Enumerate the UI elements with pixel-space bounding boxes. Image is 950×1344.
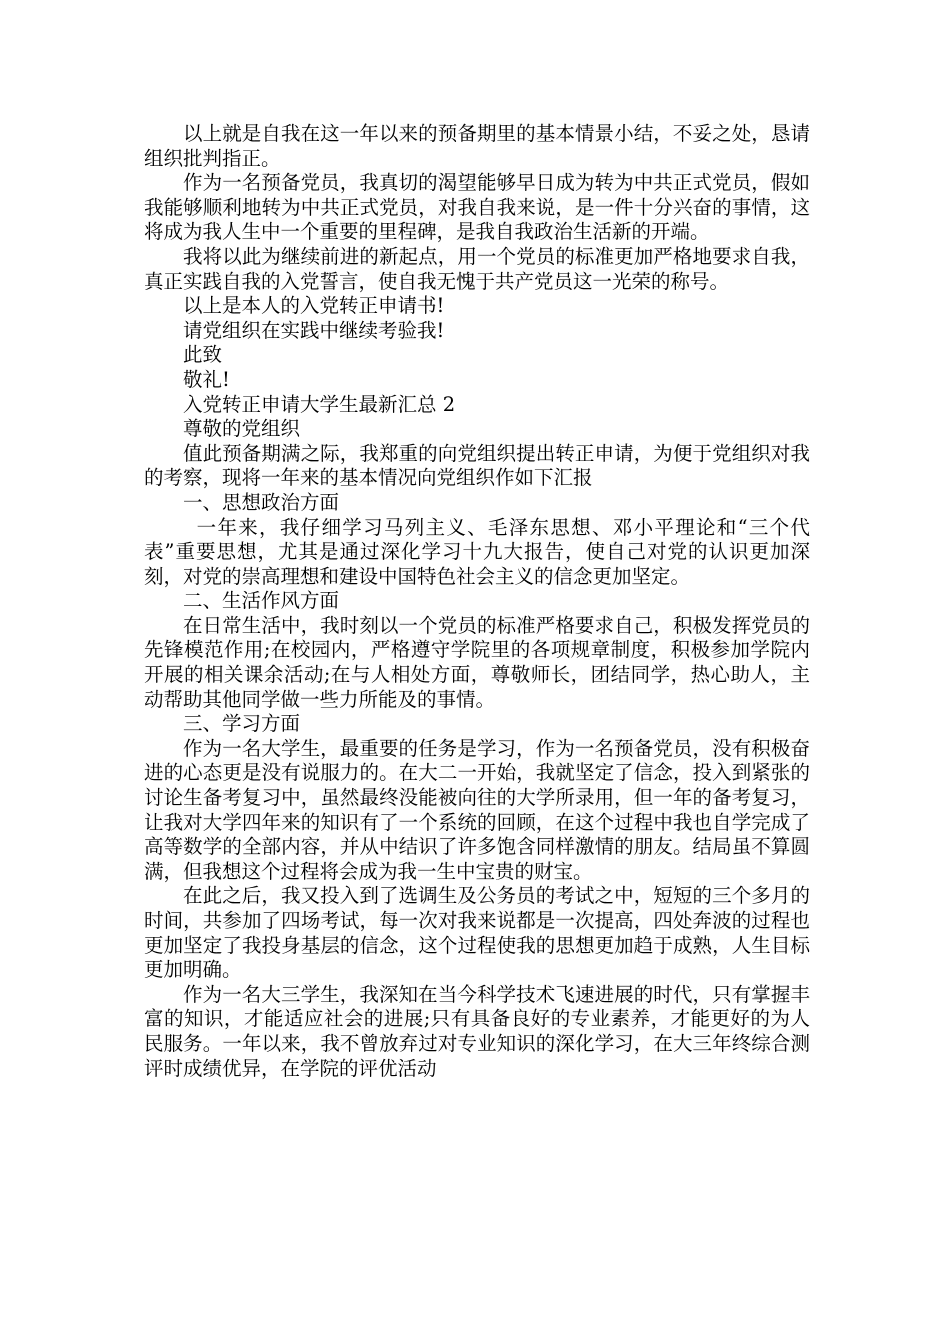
paragraph-request: 请党组织在实践中继续考验我! — [183, 318, 445, 342]
paragraph-regards: 敬礼! — [183, 367, 230, 391]
paragraph-new-start: 我将以此为继续前进的新起点，用一个党员的标准更加严格地要求自我，真正实践自我的入党誓言，使自我无愧于共产党员这一光荣的称号。 — [144, 244, 810, 293]
document-body — [144, 122, 810, 1081]
heading-study: 三、学习方面 — [183, 712, 301, 736]
section-title: 入党转正申请大学生最新汇总 2 — [183, 392, 456, 416]
heading-political-thought: 一、思想政治方面 — [183, 490, 340, 514]
paragraph-lifestyle: 在日常生活中，我时刻以一个党员的标准严格要求自己，积极发挥党员的先锋模范作用;在校园内，严格遵守学院里的各项规章制度，积极参加学院内开展的相关课余活动;在与人相处方面，尊敬师长，团结同学，热心助人，主动帮助其他同学做一些力所能及的事情。 — [144, 613, 810, 711]
paragraph-aspiration: 作为一名预备党员，我真切的渴望能够早日成为转为中共正式党员，假如我能够顺利地转为中共正式党员，对我自我来说，是一件十分兴奋的事情，这将成为我人生中一个重要的里程碑，是我自我政治生活新的开端。 — [144, 171, 810, 244]
paragraph-political-thought: 一年来，我仔细学习马列主义、毛泽东思想、邓小平理论和“三个代表”重要思想，尤其是通过深化学习十九大报告，使自己对党的认识更加深刻，对党的崇高理想和建设中国特色社会主义的信念更加坚定。 — [144, 515, 810, 588]
paragraph-study-3: 作为一名大三学生，我深知在当今科学技术飞速进展的时代，只有掌握丰富的知识，才能适应社会的进展;只有具备良好的专业素养，才能更好的为人民服务。一年以来，我不曾放弃过对专业知识的深化学习，在大三年终综合测评时成绩优异，在学院的评优活动 — [144, 982, 810, 1080]
paragraph-addressee: 尊敬的党组织 — [183, 417, 301, 441]
paragraph-closing-statement: 以上是本人的入党转正申请书! — [183, 294, 445, 318]
paragraph-study-2: 在此之后，我又投入到了选调生及公务员的考试之中，短短的三个多月的时间，共参加了四场考试，每一次对我来说都是一次提高，四处奔波的过程也更加坚定了我投身基层的信念，这个过程使我的思想更加趋于成熟，人生目标更加明确。 — [144, 884, 810, 982]
paragraph-salutation: 此致 — [183, 343, 223, 367]
heading-lifestyle: 二、生活作风方面 — [183, 589, 340, 613]
paragraph-study-1: 作为一名大学生，最重要的任务是学习，作为一名预备党员，没有积极奋进的心态更是没有说服力的。在大二一开始，我就坚定了信念，投入到紧张的讨论生备考复习中，虽然最终没能被向往的大学所录用，但一年的备考复习，让我对大学四年来的知识有了一个系统的回顾，在这个过程中我也自学完成了高等数学的全部内容，并从中结识了许多饱含同样激情的朋友。结局虽不算圆满，但我想这个过程将会成为我一生中宝贵的财宝。 — [144, 736, 810, 883]
paragraph-summary: 以上就是自我在这一年以来的预备期里的基本情景小结，不妥之处，恳请组织批判指正。 — [144, 122, 810, 170]
paragraph-intro: 值此预备期满之际，我郑重的向党组织提出转正申请，为便于党组织对我的考察，现将一年来的基本情况向党组织作如下汇报 — [144, 441, 810, 490]
